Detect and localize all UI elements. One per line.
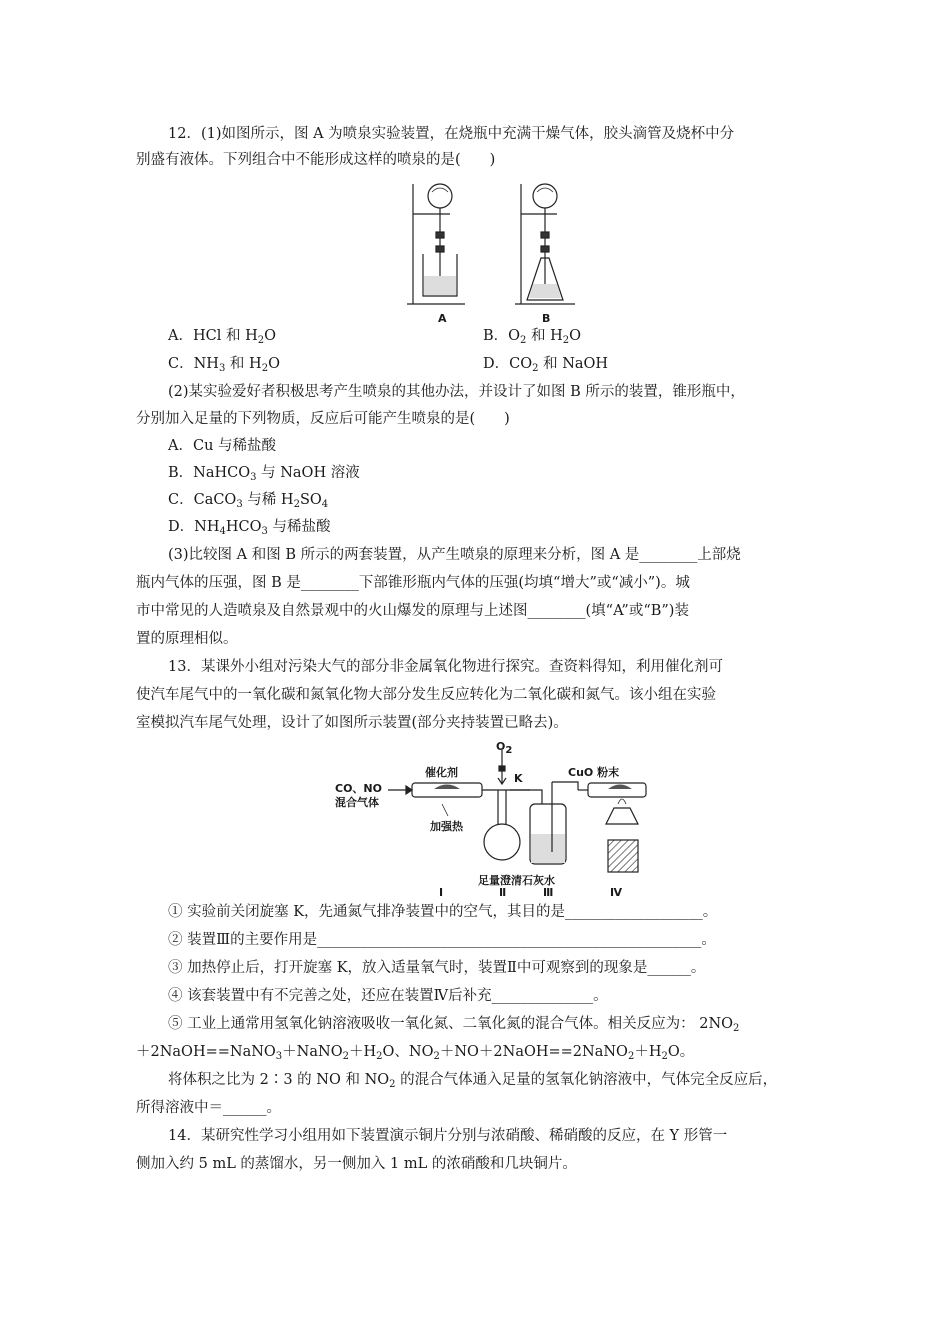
q13-line-3: 室模拟汽车尾气处理，设计了如图所示装置(部分夹持装置已略去)。 xyxy=(136,715,568,731)
q12-part2-option-a: A．Cu 与稀盐酸 xyxy=(168,438,277,454)
q13-volume-line: 将体积之比为 2∶3 的 NO 和 $NO_2$ 的混合气体通入足量的氢氧化钠溶液中，气体完全反应后， xyxy=(168,1072,778,1090)
figure-label-gas: CO、NO xyxy=(335,782,382,795)
q12-part2-option-d: D．$NH_4HCO_3$ 与稀盐酸 xyxy=(168,519,331,537)
q12-part3-line-2: 瓶内气体的压强，图 B 是________下部锥形瓶内气体的压强(均填“增大”或“减小”)。城 xyxy=(136,575,690,591)
figure-label-b: B xyxy=(542,312,551,325)
q12-option-c: C．$NH_3$ 和 $H_2O$ xyxy=(168,356,280,374)
figure-label-catalyst: 催化剂 xyxy=(425,766,458,779)
q12-option-a: A．HCl 和 $H_2O$ xyxy=(168,328,276,346)
q12-line-1: 12．(1)如图所示，图 A 为喷泉实验装置，在烧瓶中充满干燥气体，胶头滴管及烧杯中分 xyxy=(168,126,735,142)
q12-option-b: B．$O_2$ 和 $H_2O$ xyxy=(483,328,582,346)
q13-sub-2: ② 装置Ⅲ的主要作用是_____________________________________________________。 xyxy=(168,932,716,948)
q12-part2-line-2: 分别加入足量的下列物质，反应后可能产生喷泉的是( ) xyxy=(136,411,510,427)
q12-line-2: 别盛有液体。下列组合中不能形成这样的喷泉的是( ) xyxy=(136,152,496,168)
figure-label-2: Ⅱ xyxy=(499,886,507,899)
q12-part2-option-b: B．NaHCO$_3$ 与 NaOH 溶液 xyxy=(168,465,360,483)
q12-part3-line-4: 置的原理相似。 xyxy=(136,631,238,647)
figure-label-a: A xyxy=(438,312,447,325)
q14-line-1: 14．某研究性学习小组用如下装置演示铜片分别与浓硝酸、稀硝酸的反应，在 Y 形管一 xyxy=(168,1128,728,1144)
figure-label-cuo: CuO 粉末 xyxy=(568,766,620,779)
q13-line-1: 13．某课外小组对污染大气的部分非金属氧化物进行探究。查资料得知，利用催化剂可 xyxy=(168,659,723,675)
figure-label-limewater: 足量澄清石灰水 xyxy=(478,874,555,887)
figure-label-3: Ⅲ xyxy=(543,886,554,899)
figure-label-mixed-gas: 混合气体 xyxy=(335,796,379,809)
q12-part2-line-1: (2)某实验爱好者积极思考产生喷泉的其他办法，并设计了如图 B 所示的装置，锥形瓶中， xyxy=(168,384,745,400)
q12-part2-option-c: C．CaCO$_3$ 与稀 $H_2SO_4$ xyxy=(168,492,329,510)
figure-label-oxygen: $O_2$ xyxy=(496,740,513,756)
q14-line-2: 侧加入约 5 mL 的蒸馏水，另一侧加入 1 mL 的浓硝酸和几块铜片。 xyxy=(136,1156,577,1172)
q12-option-d: D．$CO_2$ 和 NaOH xyxy=(483,356,609,374)
q12-part3-line-3: 市中常见的人造喷泉及自然景观中的火山爆发的原理与上述图________(填“A”或“B”)装 xyxy=(136,603,689,619)
figure-label-4: Ⅳ xyxy=(610,886,623,899)
figure-label-strong-heat: 加强热 xyxy=(430,820,463,833)
q13-sub-3: ③ 加热停止后，打开旋塞 K，放入适量氧气时，装置Ⅱ中可观察到的现象是______。 xyxy=(168,960,706,976)
q12-part3-line-1: (3)比较图 A 和图 B 所示的两套装置，从产生喷泉的原理来分析，图 A 是________上部烧 xyxy=(168,547,741,563)
q13-sub-4: ④ 该套装置中有不完善之处，还应在装置Ⅳ后补充______________。 xyxy=(168,988,608,1004)
q13-sub-5: ⑤ 工业上通常用氢氧化钠溶液吸收一氧化氮、二氧化氮的混合气体。相关反应为： $2NO_2$ xyxy=(168,1016,740,1034)
fountain-apparatus-figure xyxy=(395,178,585,326)
q13-result-line: 所得溶液中＝______。 xyxy=(136,1100,281,1116)
q13-sub-1: ① 实验前关闭旋塞 K，先通氮气排净装置中的空气，其目的是___________________。 xyxy=(168,904,718,920)
q13-line-2: 使汽车尾气中的一氧化碳和氮氧化物大部分发生反应转化为二氧化碳和氮气。该小组在实验 xyxy=(136,687,716,703)
q13-equation-line: $+2NaOH==NaNO_3+NaNO_2+H_2O$、$NO_2+NO+2NaOH==2NaNO_2+H_2O$。 xyxy=(136,1044,695,1062)
figure-label-1: Ⅰ xyxy=(439,886,444,899)
figure-label-k: K xyxy=(514,772,523,785)
